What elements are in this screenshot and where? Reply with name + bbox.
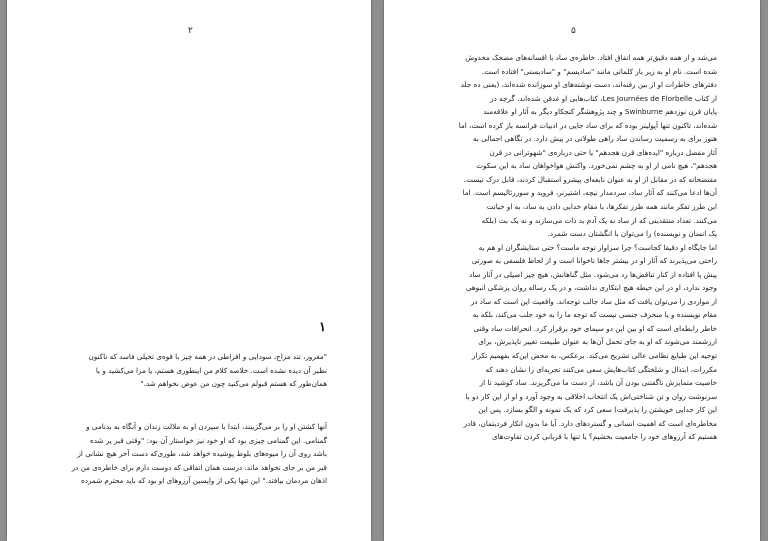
text-line: مکررات، ابتذال و شلختگی کتاب‌هایش سعی می‌کنند تجربه‌ای را نشان دهند که [485,364,717,374]
text-line: این طرز تفکر مانند همه طرز تفکرها، با مقام خدایی دادن به ساد، به او خیانت [486,202,717,212]
text-line: می‌کنند. تعداد منتقدینی که از ساد نه یک آدم بد ذات می‌سازند و نه یک بت (بلکه [481,215,717,225]
text-line: "مغرور، تند مزاج، سودایی و افراطی در همه چیز با قوه‌ی تخیلی فاسد که ناکنون [88,352,327,361]
text-line: از کتاب Les Journées de Florbelle، کتاب‌هایی او غدقن شده‌اند. گرچه در [490,93,717,103]
text-line: مخاطره‌ای است که اهمیت انسانی و گستردهای دارد. آیا ما بدون انکار فردیتمان، قادر [463,418,717,428]
text-line: آن‌ها ادعا می‌کنند که آثار ساد، سردمدار نیچه، اشتیرنر، فروید و سوررئالیسم است. اما [462,188,717,198]
text-line: وجود ندارد، او در این حیطه هیچ ابتکاری نداشت، و در یک رساله روان پزشکی انبوهی [465,283,717,293]
text-line: گمنامی. این گمنامی چیزی بود که او خود نیز خواستار آن بود: "وقتی قبر پر شده [89,435,327,445]
text-line: توجیه این طبایع نظامی عالی تشریح می‌کند. برعکس، به محض این‌که بفهمیم تکرار [471,351,717,361]
text-line: یک انسان و نویسنده) را می‌توان با انگشتان دست شمرد. [547,229,717,239]
text-line: خاصیت متمایزش ناگفتنی بودن آن باشد، از دست ما می‌گریزند. ساد کوشید تا از [479,378,717,388]
text-line: این کار جدایی خویشتن را پذیرفت) سعی کرد که یک نمونه و الگو بسازد. پس این [478,405,717,415]
text-line: مقام نویسنده و یا منحرف جنسی نیست که توجه ما را به خود جلب می‌کند، بلکه به [472,310,717,320]
text-line: همان‌طور که هستم قبولم می‌کنید چون من عوض نخواهم شد." [140,379,327,389]
text-line: نظیر آن دیده نشده است. خلاصه کلام من اینطوری هستم، یا مرا می‌کشید و یا [95,365,327,375]
text-line: قبر من بر جای نخواهد ماند، درست همان اتفاقی که دوست دارم برای خاطره‌ی من در [71,462,327,472]
text-line: آثار مفصل درباره "ایده‌های قرن هجدهم" یا حتی درباره‌ی "شهوترانی در قرن [489,147,717,157]
text-line: سرنوشت روان و تن شناختی‌اش یک انتخاب اخلاقی به وجود آورد و او از این کار دو با [465,391,717,401]
text-line: هنوز برای به رسمیت رساندن ساد راهی طولانی در پیش دارد. در نگاهی اجمالی به [473,134,717,144]
text-line: باشد روی آن را میوه‌های بلوط پوشیده خواهد شد، طوری‌که دست آخر هیچ نشانی از [77,449,327,459]
text-line: پایان قرن نوزدهم Swinburne و چند پژوهشگر کنجکاو دیگر به آثار او علاقه‌مند [483,107,717,117]
page-number: ۵ [571,26,576,36]
text-line: هستیم که آرزوهای خود را جامعیت بخشیم؟ یا تنها با قربانی کردن تفاوت‌های [491,432,717,442]
text-line: شده است. نام او به زیر بار کلماتی مانند "سادیسم" و "سادیستی" افتاده است. [481,66,717,76]
text-line: ارزشمند می‌شوند که او به جای تحمل آن‌ها به عنوان طبیعت تغییر ناپذیرش، برای [478,337,717,347]
text-line: آنها کشتن او را بر می‌گزینند، ابتدا با سپردن او به ملالت زندان و آنگاه به بدنامی و [86,422,327,431]
text-line: می‌شد و از همه دقیق‌تر همه اتفاق افتاد. خاطره‌ی ساد با افسانه‌های مضحک مخدوش [465,53,717,62]
text-line: دفترهای خاطرات او از بین رفته‌اند، دست نوشته‌های او سوزانده شده‌اند، (یعنی ده جلد [460,80,717,90]
page-number: ٢ [188,26,193,36]
body-text [434,51,717,444]
text-line: پیش پا افتاده از کنار تناقض‌ها رد می‌شود. مثل گناهانش، هیچ چیز اصیلی در آثار ساد [469,269,717,279]
text-line: مفتضحانه که در مقابل از او به عنوان نابغه‌ای پیشرو استقبال کردند، قابل درک نیست. [463,174,717,184]
text-line: اما جایگاه او دقیقا کجاست؟ چرا سزاوار توجه ماست؟ حتی ستایشگران او هم به [478,242,717,252]
text-line: راحتی می‌پذیرند که آثار او در بیشتر جاها ناخوانا است و از لحاظ فلسفی به صورتی [471,256,717,266]
text-line: هجدهم"، هیچ نامی از او به چشم نمی‌خورد. واکنش هواخواهان ساد به این سکوت [476,161,717,171]
right-page [384,0,760,541]
left-page [7,0,371,541]
text-line: شده‌اند، تاکنون تنها آپولینر بوده که برای ساد جایی در ادبیات فرانسه باز کرده است، اما [458,120,717,130]
body-paragraph [49,420,327,488]
epigraph-paragraph [49,350,327,391]
text-line: اذهان مردمان بیافتد." این تنها یکی از واپسین آرزوهای او بود که باید محترم شمرده [80,476,327,486]
text-line: خاطر رابطه‌ای است که او بین این دو سیمای خود برقرار کرد. انحرافات ساد وقتی [473,323,717,333]
chapter-number: ۱ [319,320,326,335]
text-line: از مواردی را می‌توان یافت که مثل ساد جالب توجه‌اند. واقعیت این است که ساد در [470,296,717,306]
